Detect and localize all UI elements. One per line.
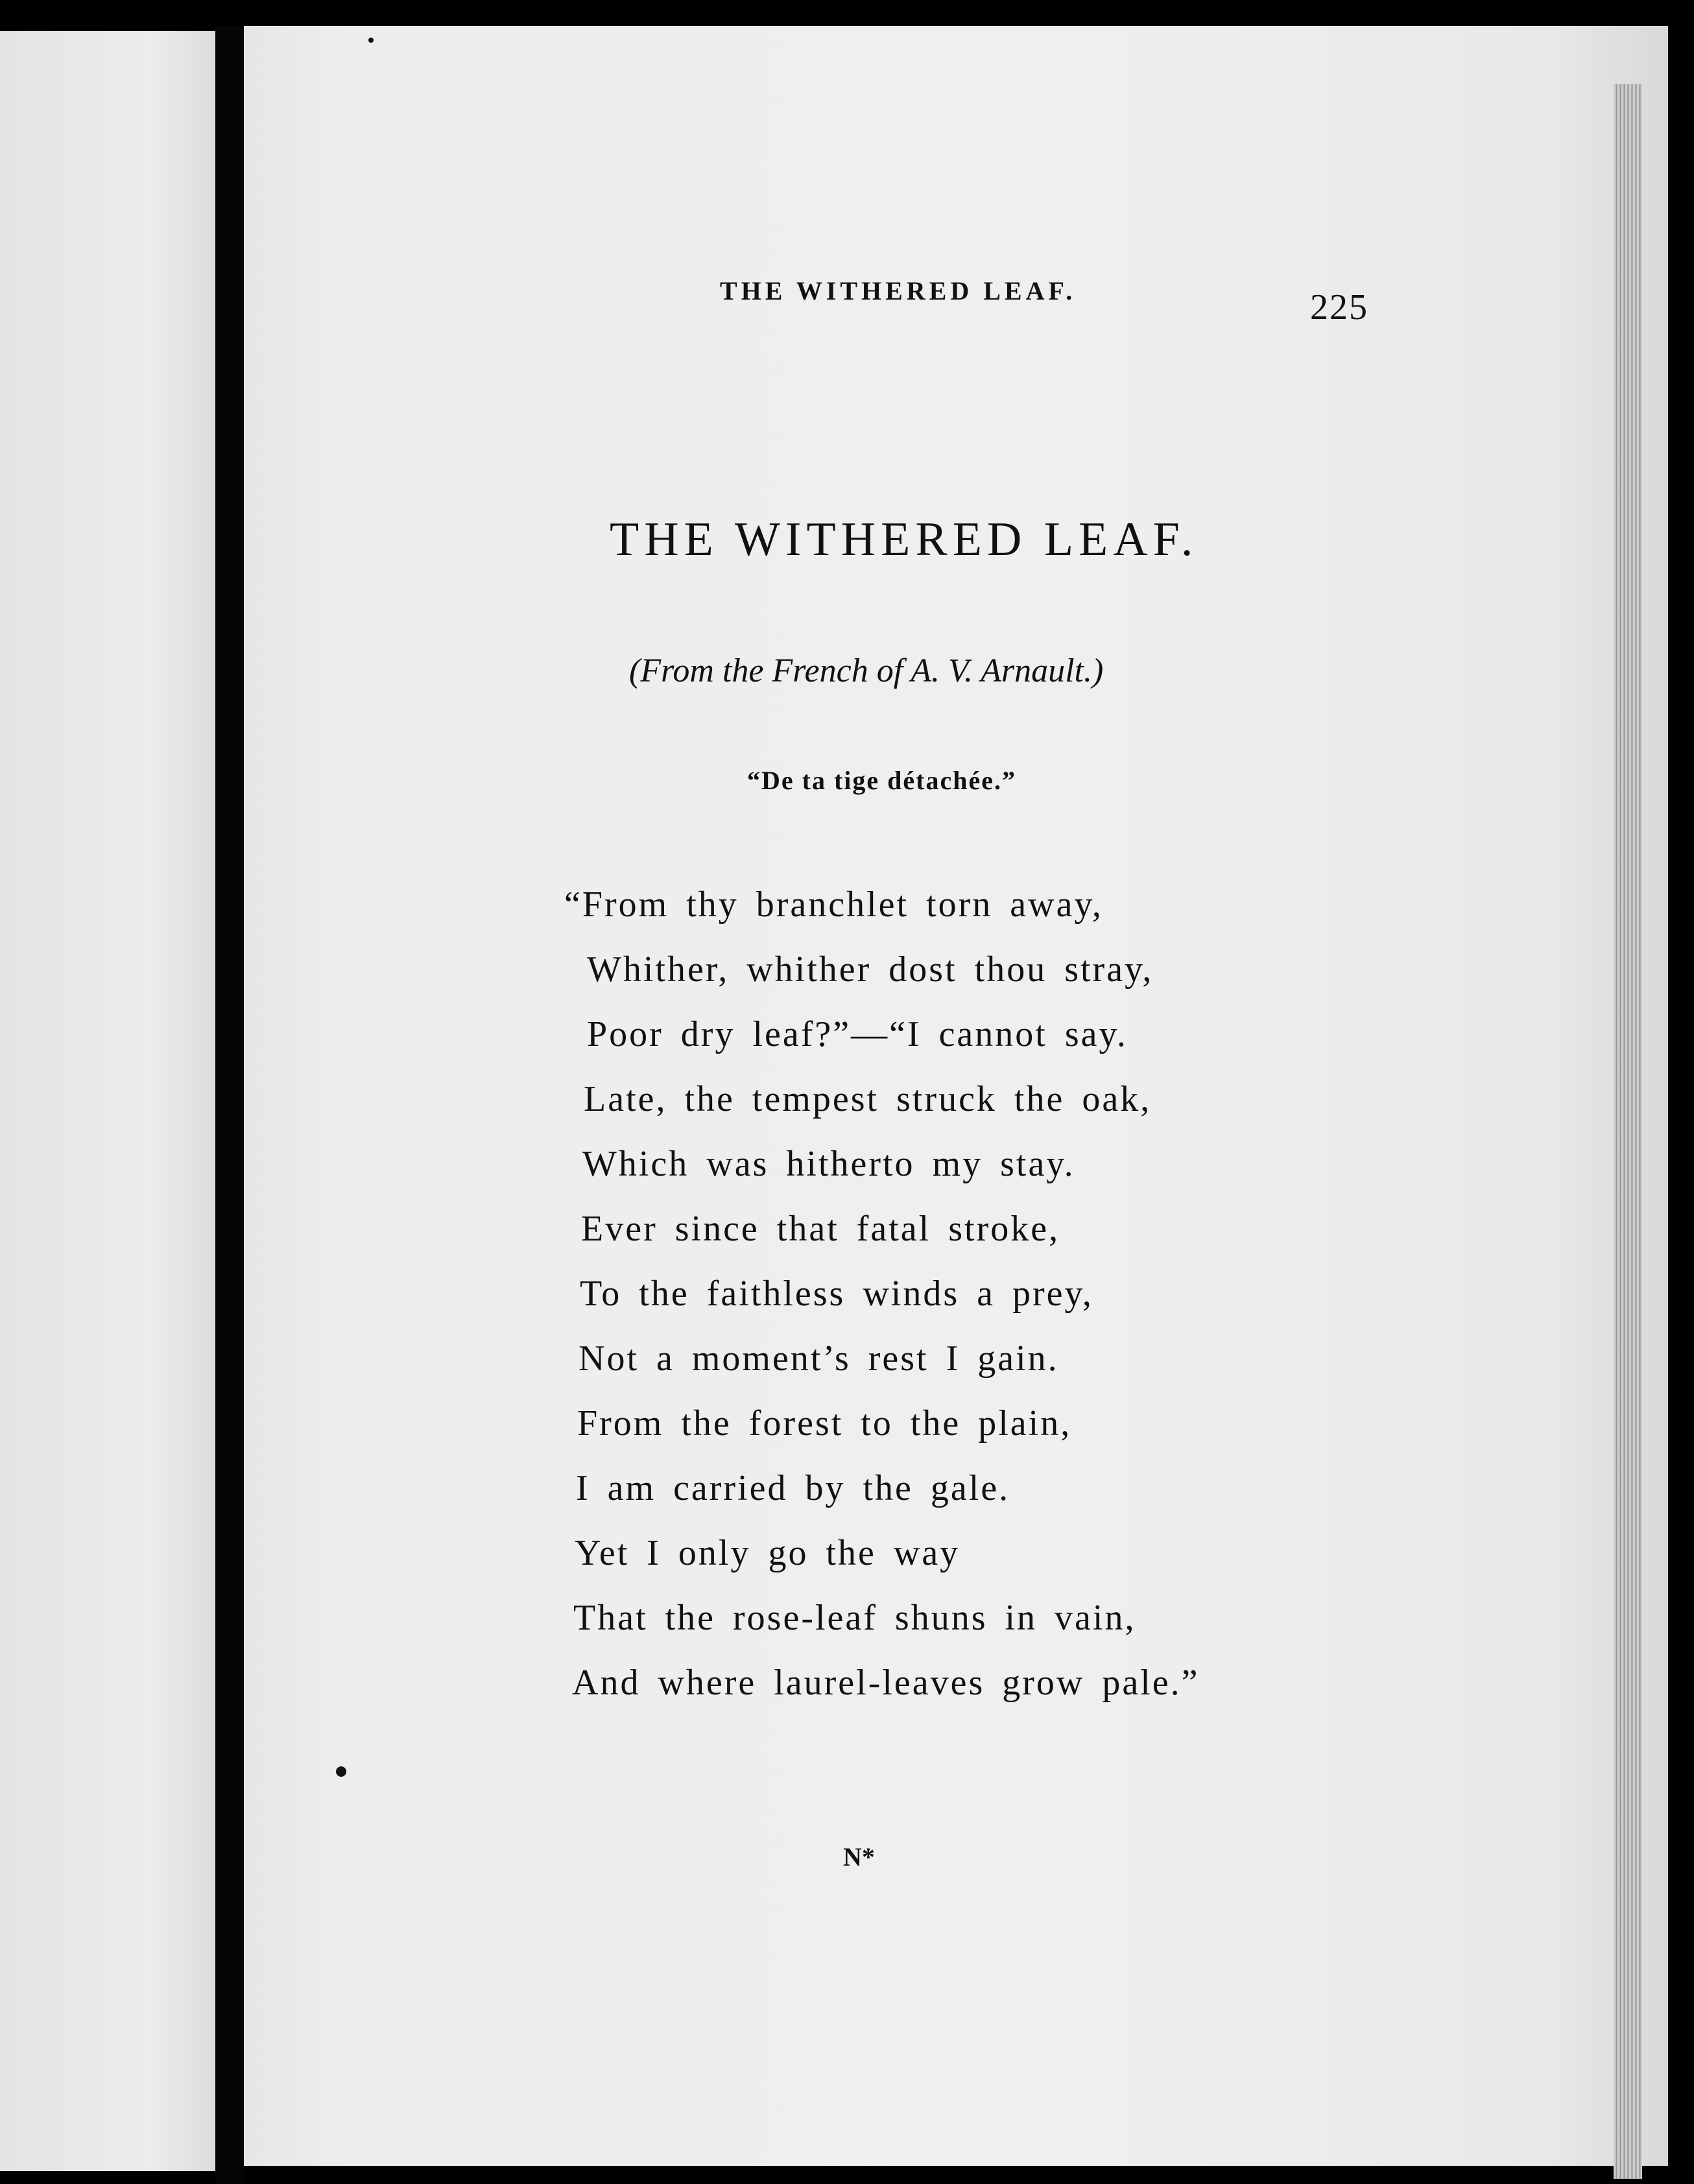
- ink-speck: [368, 38, 374, 43]
- poem-line: I am carried by the gale.: [576, 1468, 1010, 1508]
- page-number: 225: [1310, 287, 1368, 327]
- poem-line: Poor dry leaf?”—“I cannot say.: [587, 1014, 1128, 1054]
- poem-line: Which was hitherto my stay.: [582, 1144, 1075, 1184]
- ink-speck: [336, 1766, 346, 1777]
- signature: N*: [843, 1842, 875, 1871]
- poem-line: And where laurel-leaves grow pale.”: [572, 1663, 1200, 1703]
- book-gutter: [215, 26, 244, 2184]
- poem-line: “From thy branchlet torn away,: [564, 884, 1103, 925]
- poem-body: [564, 872, 1200, 1715]
- poem-line: Late, the tempest struck the oak,: [584, 1079, 1152, 1119]
- epigraph: “De ta tige détachée.”: [747, 766, 1016, 795]
- poem-line: Ever since that fatal stroke,: [581, 1209, 1060, 1249]
- poem-line: To the faithless winds a prey,: [580, 1274, 1093, 1314]
- poem-line: Yet I only go the way: [575, 1533, 960, 1573]
- poem-title: THE WITHERED LEAF.: [610, 513, 1199, 566]
- poem-line: From the forest to the plain,: [577, 1403, 1072, 1443]
- running-head: THE WITHERED LEAF.: [720, 276, 1077, 305]
- poem-line: Whither, whither dost thou stray,: [587, 949, 1154, 990]
- previous-page-edge: [0, 31, 215, 2171]
- poem-line: That the rose-leaf shuns in vain,: [573, 1598, 1136, 1638]
- page-edges: [1614, 84, 1642, 2179]
- poem-source: (From the French of A. V. Arnault.): [629, 652, 1104, 689]
- poem-line: Not a moment’s rest I gain.: [579, 1338, 1059, 1379]
